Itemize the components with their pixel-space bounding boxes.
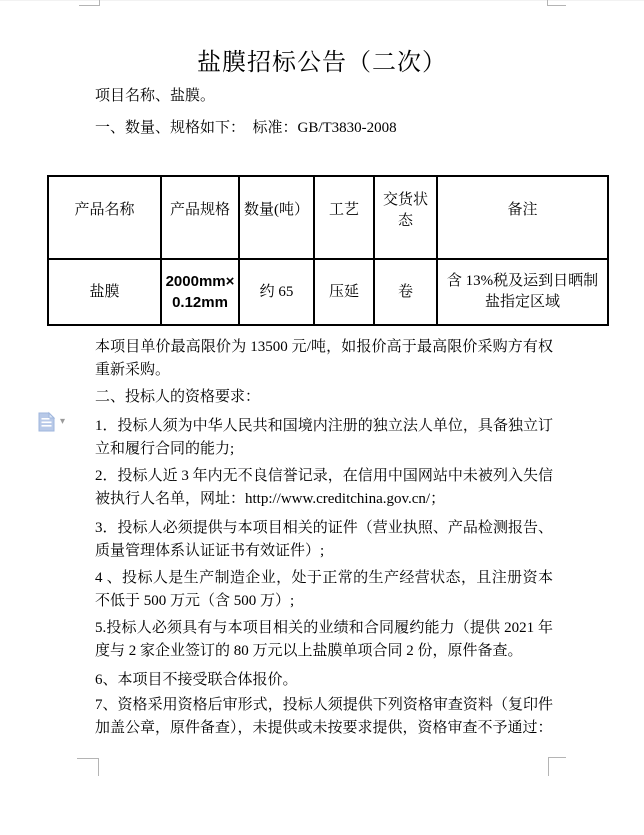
text-boundary-mark-top-left [79, 0, 100, 6]
header-process: 工艺 [314, 176, 374, 259]
cell-quantity: 约 65 [239, 259, 314, 325]
para-project-name: 项目名称、盐膜。 [95, 88, 216, 104]
para-requirement-5: 5.投标人必须具有与本项目相关的业绩和合同履约能力（提供 2021 年度与 2 家企业签订的 80 万元以上盐膜单项合同 2 份，原件备查。 [95, 620, 553, 659]
text-boundary-mark-bottom-right [548, 757, 566, 776]
table-header-row [48, 176, 608, 259]
cell-product-name: 盐膜 [48, 259, 161, 325]
paste-options-button[interactable] [38, 408, 76, 434]
cell-remark: 含 13%税及运到日晒制盐指定区域 [437, 259, 608, 325]
para-requirement-7: 7、资格采用资格后审形式，投标人须提供下列资格审查资料（复印件加盖公章，原件备查），未提供或未按要求提供，资格审查不予通过： [95, 697, 553, 736]
header-product-spec: 产品规格 [161, 176, 239, 259]
header-product-name: 产品名称 [48, 176, 161, 259]
header-remark: 备注 [437, 176, 608, 259]
page-title: 盐膜招标公告（二次） [197, 50, 447, 76]
header-quantity: 数量(吨） [239, 176, 314, 259]
paste-options-icon[interactable] [38, 411, 56, 432]
text-boundary-mark-top-right [547, 0, 566, 6]
para-requirement-1: 1．投标人须为中华人民共和国境内注册的独立法人单位，具备独立订立和履行合同的能力; [95, 418, 553, 457]
para-quantity-spec: 一、数量、规格如下： 标准：GB/T3830-2008 [95, 120, 397, 136]
para-price-limit: 本项目单价最高限价为 13500 元/吨，如报价高于最高限价采购方有权重新采购。 [95, 339, 553, 378]
para-section2-heading: 二、投标人的资格要求： [95, 389, 261, 405]
para-requirement-6: 6、本项目不接受联合体报价。 [95, 672, 298, 688]
cell-process: 压延 [314, 259, 374, 325]
table-row [48, 259, 608, 325]
para-requirement-3: 3．投标人必须提供与本项目相关的证件（营业执照、产品检测报告、质量管理体系认证证书有效证件）; [95, 520, 553, 559]
cell-product-spec: 2000mm×0.12mm [161, 259, 239, 325]
para-requirement-2: 2．投标人近 3 年内无不良信誉记录，在信用中国网站中未被列入失信被执行人名单，网址：http://www.creditchina.gov.cn/； [95, 468, 553, 507]
product-spec-table [47, 175, 609, 326]
para-requirement-4: 4 、投标人是生产制造企业，处于正常的生产经营状态，且注册资本不低于 500 万元（含 500 万）; [95, 570, 553, 609]
text-boundary-mark-bottom-left [77, 758, 99, 776]
cell-delivery-state: 卷 [374, 259, 437, 325]
chevron-down-icon[interactable]: ▾ [60, 415, 66, 427]
header-delivery-state: 交货状态 [374, 176, 437, 259]
